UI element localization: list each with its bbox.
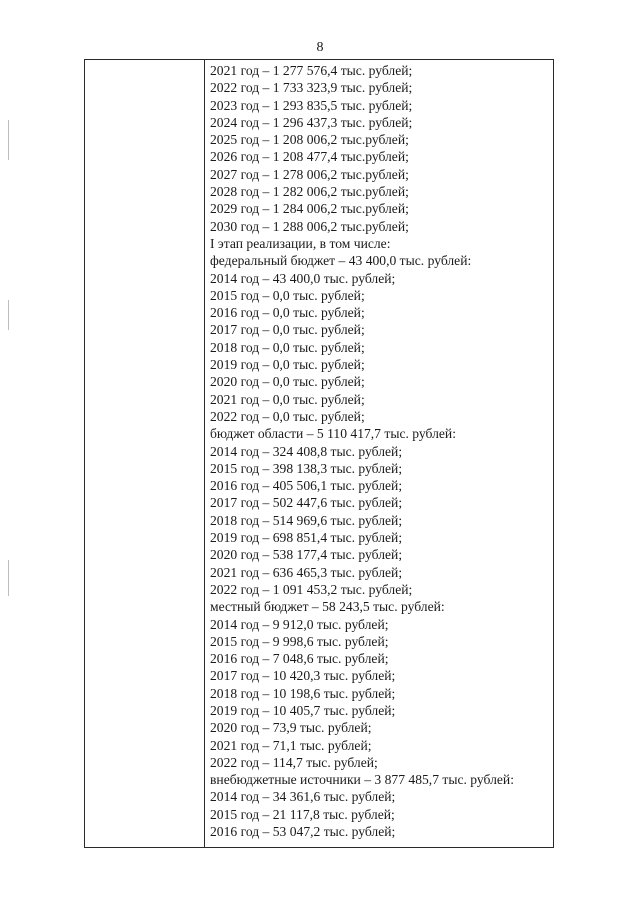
funding-line: 2020 год – 0,0 тыс. рублей;	[210, 374, 365, 390]
funding-line: 2014 год – 43 400,0 тыс. рублей;	[210, 270, 396, 286]
funding-line: 2019 год – 698 851,4 тыс. рублей;	[210, 530, 403, 546]
funding-line: 2016 год – 7 048,6 тыс. рублей;	[210, 651, 389, 667]
funding-line: 2014 год – 9 912,0 тыс. рублей;	[210, 616, 389, 632]
funding-line: 2018 год – 0,0 тыс. рублей;	[210, 339, 365, 355]
funding-line: 2022 год – 1 091 453,2 тыс. рублей;	[210, 581, 413, 597]
funding-line: 2017 год – 10 420,3 тыс. рублей;	[210, 668, 396, 684]
funding-line: 2021 год – 71,1 тыс. рублей;	[210, 737, 372, 753]
funding-line: 2029 год – 1 284 006,2 тыс.рублей;	[210, 201, 409, 217]
funding-line: 2018 год – 10 198,6 тыс. рублей;	[210, 685, 396, 701]
funding-line: 2014 год – 34 361,6 тыс. рублей;	[210, 789, 396, 805]
funding-list	[210, 62, 550, 840]
funding-line: 2021 год – 0,0 тыс. рублей;	[210, 391, 365, 407]
funding-line: местный бюджет – 58 243,5 тыс. рублей:	[210, 599, 445, 615]
page-number: 8	[316, 40, 324, 55]
funding-line: 2022 год – 0,0 тыс. рублей;	[210, 408, 365, 424]
funding-line: 2027 год – 1 278 006,2 тыс.рублей;	[210, 166, 409, 182]
funding-line: I этап реализации, в том числе:	[210, 235, 391, 251]
funding-line: 2019 год – 10 405,7 тыс. рублей;	[210, 702, 396, 718]
funding-line: 2022 год – 114,7 тыс. рублей;	[210, 754, 378, 770]
funding-line: 2024 год – 1 296 437,3 тыс. рублей;	[210, 114, 413, 130]
funding-line: 2016 год – 0,0 тыс. рублей;	[210, 305, 365, 321]
funding-line: 2017 год – 502 447,6 тыс. рублей;	[210, 495, 403, 511]
funding-line: 2019 год – 0,0 тыс. рублей;	[210, 357, 365, 373]
funding-line: 2028 год – 1 282 006,2 тыс.рублей;	[210, 184, 409, 200]
funding-line: 2025 год – 1 208 006,2 тыс.рублей;	[210, 132, 409, 148]
scan-edge-mark	[8, 120, 9, 160]
funding-line: 2017 год – 0,0 тыс. рублей;	[210, 322, 365, 338]
scan-edge-mark	[8, 560, 9, 596]
table-column-divider	[204, 59, 205, 848]
funding-line: 2015 год – 0,0 тыс. рублей;	[210, 287, 365, 303]
funding-line: 2023 год – 1 293 835,5 тыс. рублей;	[210, 97, 413, 113]
funding-line: 2020 год – 73,9 тыс. рублей;	[210, 720, 372, 736]
funding-line: 2030 год – 1 288 006,2 тыс.рублей;	[210, 218, 409, 234]
funding-line: внебюджетные источники – 3 877 485,7 тыс. рублей:	[210, 772, 514, 788]
funding-line: 2018 год – 514 969,6 тыс. рублей;	[210, 512, 403, 528]
funding-line: 2021 год – 636 465,3 тыс. рублей;	[210, 564, 403, 580]
funding-line: 2021 год – 1 277 576,4 тыс. рублей;	[210, 63, 413, 78]
funding-line: бюджет области – 5 110 417,7 тыс. рублей:	[210, 426, 456, 442]
funding-line: 2014 год – 324 408,8 тыс. рублей;	[210, 443, 403, 459]
funding-line: 2015 год – 398 138,3 тыс. рублей;	[210, 460, 403, 476]
funding-line: 2020 год – 538 177,4 тыс. рублей;	[210, 547, 403, 563]
funding-line: 2022 год – 1 733 323,9 тыс. рублей;	[210, 80, 413, 96]
scan-edge-mark	[8, 300, 9, 330]
funding-line: 2016 год – 405 506,1 тыс. рублей;	[210, 478, 403, 494]
funding-line: 2016 год – 53 047,2 тыс. рублей;	[210, 824, 396, 840]
funding-line: 2015 год – 21 117,8 тыс. рублей;	[210, 806, 395, 822]
funding-line: 2026 год – 1 208 477,4 тыс.рублей;	[210, 149, 409, 165]
funding-line: федеральный бюджет – 43 400,0 тыс. рублей:	[210, 253, 472, 269]
funding-line: 2015 год – 9 998,6 тыс. рублей;	[210, 633, 389, 649]
